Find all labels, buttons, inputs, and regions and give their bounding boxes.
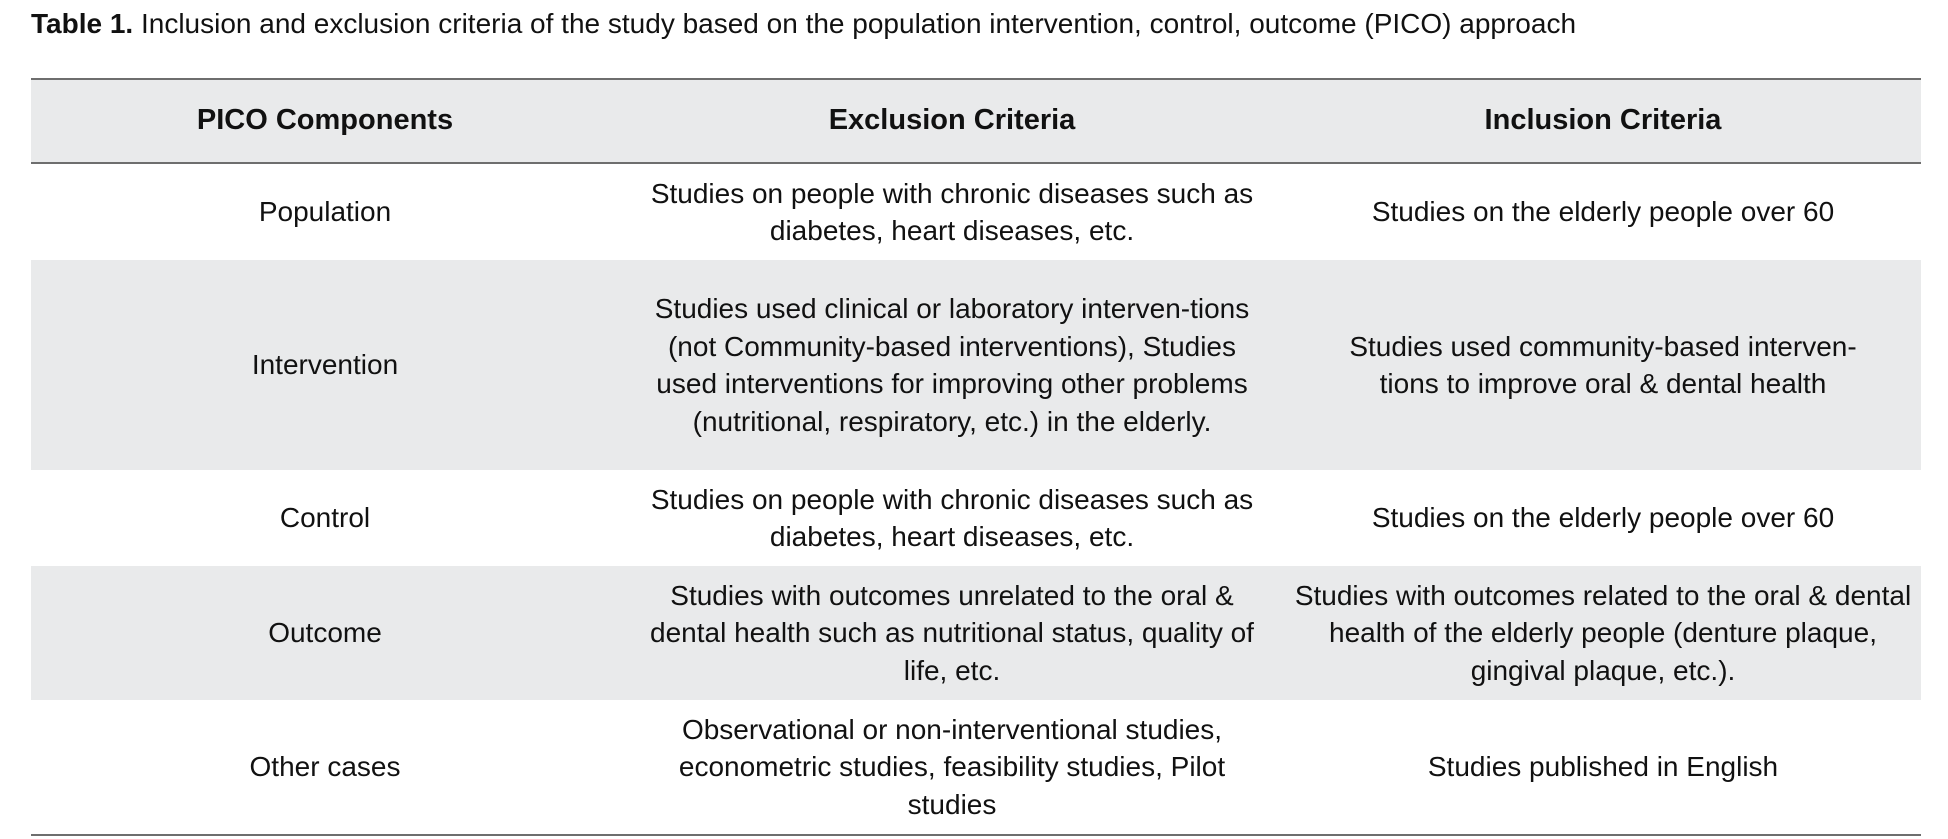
cell-exclusion: [619, 163, 1285, 260]
table-row: [31, 566, 1921, 700]
header-pico-components: PICO Components: [31, 79, 619, 163]
header-row: [31, 79, 1921, 163]
table-caption-text: Inclusion and exclusion criteria of the study based on the population intervention, control, outcome (PICO) approach: [133, 8, 1577, 39]
table-caption-label: Table 1.: [31, 8, 134, 39]
cell-exclusion-text: Studies on people with chronic diseases such as diabetes, heart diseases, etc.: [650, 483, 1254, 552]
cell-exclusion: [619, 260, 1285, 470]
cell-inclusion: [1285, 700, 1921, 835]
cell-component: Intervention: [31, 260, 619, 470]
cell-component: Control: [279, 502, 371, 534]
cell-exclusion-text: Studies with outcomes unrelated to the oral & dental health such as nutritional status, quality of life, etc.: [650, 579, 1254, 686]
table-row: [31, 700, 1921, 835]
cell-exclusion-text: Studies on people with chronic diseases such as diabetes, heart diseases, etc.: [650, 177, 1254, 246]
cell-inclusion: [1285, 163, 1921, 260]
cell-inclusion: [1285, 566, 1921, 700]
cell-inclusion: [1285, 470, 1921, 566]
cell-inclusion-text: Studies published in English: [1427, 751, 1779, 783]
table-row: [31, 260, 1921, 470]
cell-inclusion-text: Studies with outcomes related to the oral & dental health of the elderly people (denture plaque, gingival plaque, etc.).: [1294, 579, 1912, 686]
cell-exclusion-text: Studies used clinical or laboratory interven-tions (not Community-based interventions), Studies used interventions for improving other problems (nutritional, respiratory, etc.) in the elderly.: [654, 293, 1250, 437]
table-row: [31, 470, 1921, 566]
pico-criteria-table: [31, 78, 1921, 836]
cell-component: Other cases: [249, 751, 401, 783]
cell-inclusion-text: Studies used community-based interven-tions to improve oral & dental health: [1349, 330, 1857, 399]
cell-component: Population: [258, 196, 392, 228]
cell-exclusion: [619, 470, 1285, 566]
header-exclusion-criteria: Exclusion Criteria: [619, 79, 1285, 163]
header-inclusion-criteria: Inclusion Criteria: [1285, 79, 1921, 163]
cell-exclusion: [619, 700, 1285, 835]
cell-inclusion-text: Studies on the elderly people over 60: [1371, 502, 1835, 534]
cell-component: Outcome: [31, 566, 619, 700]
table-caption: [31, 6, 1931, 42]
cell-exclusion: [619, 566, 1285, 700]
table-header: [31, 79, 1921, 163]
cell-inclusion: [1285, 260, 1921, 470]
cell-exclusion-text: Observational or non-interventional studies, econometric studies, feasibility studies, Pilot studies: [678, 713, 1226, 820]
table-row: [31, 163, 1921, 260]
cell-inclusion-text: Studies on the elderly people over 60: [1371, 196, 1835, 228]
table-body: [31, 163, 1921, 835]
